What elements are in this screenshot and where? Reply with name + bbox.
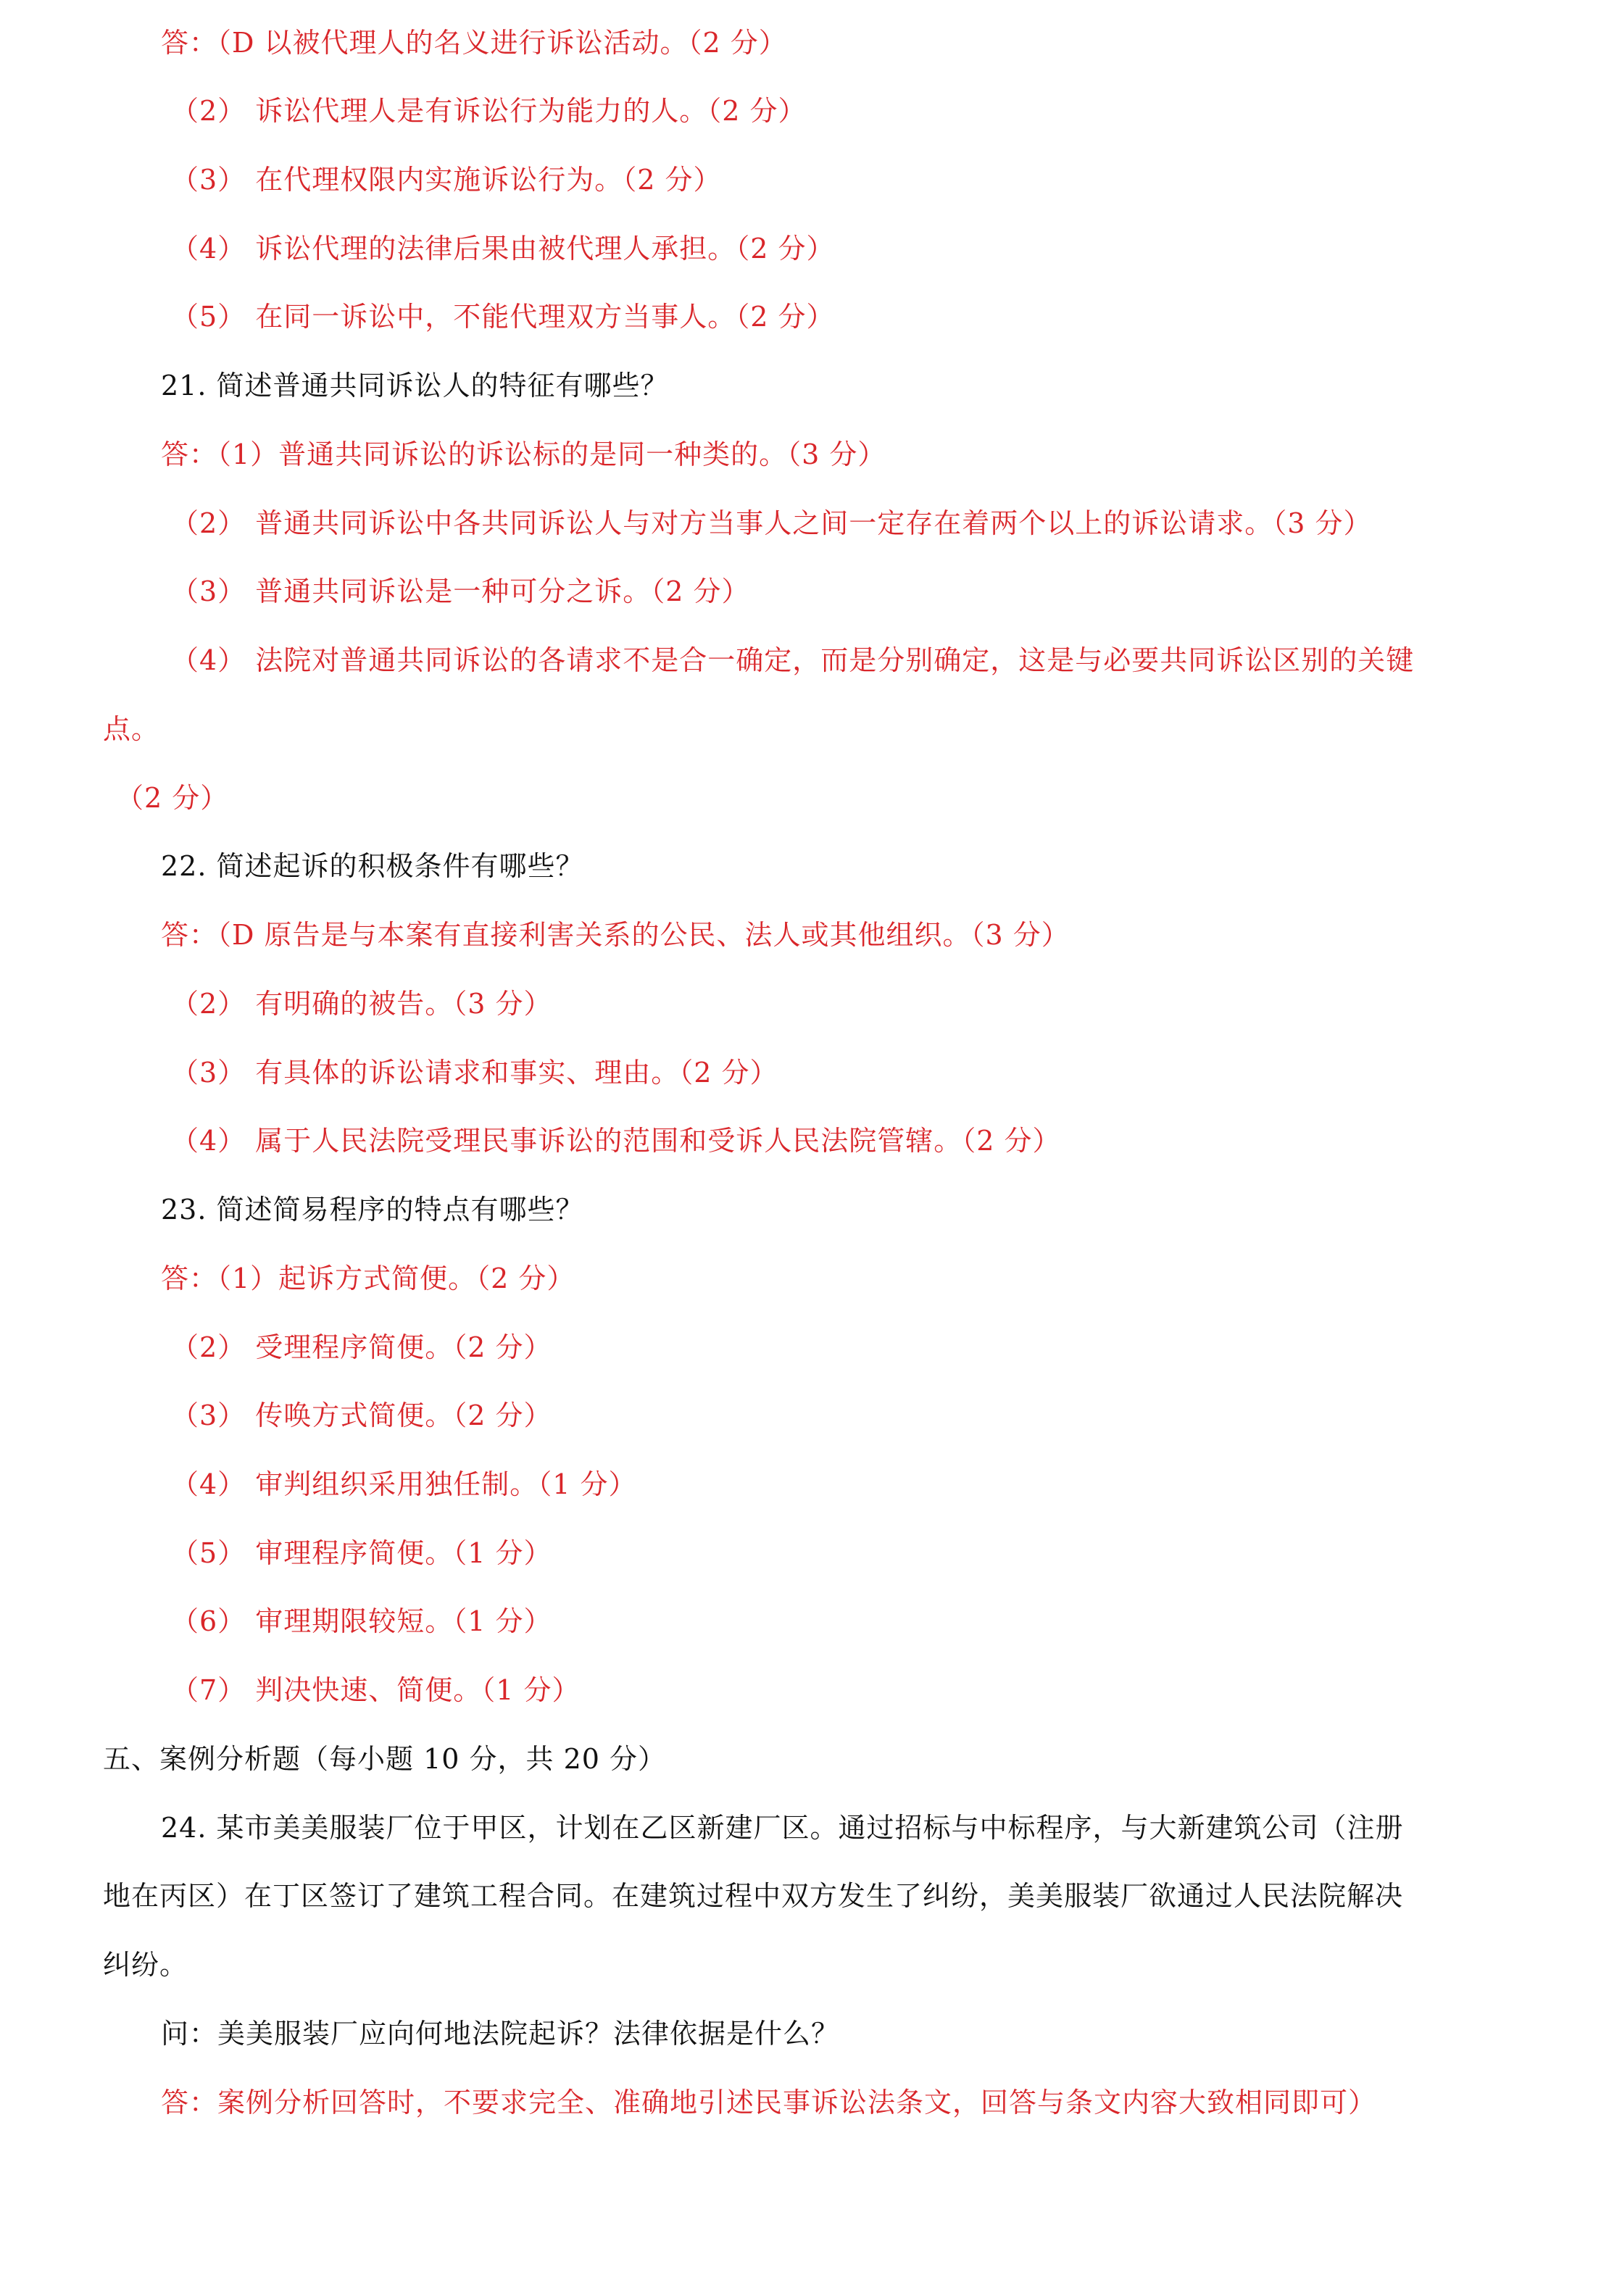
q23-answer-2: （2） 受理程序简便。（2 分） [171, 1331, 552, 1363]
q24-answer-note: 答：案例分析回答时，不要求完全、准确地引述民事诉讼法条文，回答与条文内容大致相同即可） [161, 2087, 1377, 2118]
q23-answer-3: （3） 传唤方式简便。（2 分） [171, 1399, 552, 1431]
q22-answer-3: （3） 有具体的诉讼请求和事实、理由。（2 分） [171, 1057, 778, 1089]
q23-answer-5: （5） 审理程序简便。（1 分） [171, 1537, 552, 1569]
q21-question: 21. 简述普通共同诉讼人的特征有哪些？ [161, 370, 669, 402]
q21-answer-4-line1: （4） 法院对普通共同诉讼的各请求不是合一确定，而是分别确定，这是与必要共同诉讼区别的关键 [171, 644, 1415, 676]
q22-answer-2: （2） 有明确的被告。（3 分） [171, 988, 552, 1020]
q22-answer-1: 答：（D 原告是与本案有直接利害关系的公民、法人或其他组织。（3 分） [161, 919, 1070, 951]
q22-question: 22. 简述起诉的积极条件有哪些？ [161, 850, 584, 882]
q24-text-line1: 24. 某市美美服装厂位于甲区，计划在乙区新建厂区。通过招标与中标程序，与大新建筑公司（注册 [161, 1812, 1404, 1844]
q20-answer-4: （4） 诉讼代理的法律后果由被代理人承担。（2 分） [171, 233, 835, 265]
q24-text-line2: 地在丙区）在丁区签订了建筑工程合同。在建筑过程中双方发生了纠纷，美美服装厂欲通过人民法院解决 [103, 1880, 1404, 1912]
q23-answer-4: （4） 审判组织采用独任制。（1 分） [171, 1468, 637, 1500]
q21-answer-2: （2） 普通共同诉讼中各共同诉讼人与对方当事人之间一定存在着两个以上的诉讼请求。（3 分） [171, 507, 1372, 539]
q20-answer-2: （2） 诉讼代理人是有诉讼行为能力的人。（2 分） [171, 95, 807, 127]
q23-question: 23. 简述简易程序的特点有哪些？ [161, 1194, 584, 1226]
q23-answer-1: 答：（1）起诉方式简便。（2 分） [161, 1263, 575, 1294]
q23-answer-6: （6） 审理期限较短。（1 分） [171, 1605, 552, 1637]
q21-answer-3: （3） 普通共同诉讼是一种可分之诉。（2 分） [171, 575, 750, 607]
q21-answer-1: 答：（1）普通共同诉讼的诉讼标的是同一种类的。（3 分） [161, 438, 886, 470]
q24-text-line3: 纠纷。 [103, 1949, 188, 1981]
q24-question: 问：美美服装厂应向何地法院起诉？法律依据是什么？ [161, 2018, 840, 2050]
section-5-heading: 五、案例分析题（每小题 10 分，共 20 分） [103, 1743, 667, 1775]
q21-answer-4-line2: 点。 [103, 713, 160, 745]
q23-answer-7: （7） 判决快速、简便。（1 分） [171, 1674, 581, 1706]
q20-answer-3: （3） 在代理权限内实施诉讼行为。（2 分） [171, 164, 722, 196]
q21-answer-4-line3: （2 分） [116, 782, 229, 814]
q20-answer-5: （5） 在同一诉讼中，不能代理双方当事人。（2 分） [171, 301, 835, 333]
q22-answer-4: （4） 属于人民法院受理民事诉讼的范围和受诉人民法院管辖。（2 分） [171, 1125, 1061, 1157]
q20-answer-1: 答：（D 以被代理人的名义进行诉讼活动。（2 分） [161, 27, 787, 59]
